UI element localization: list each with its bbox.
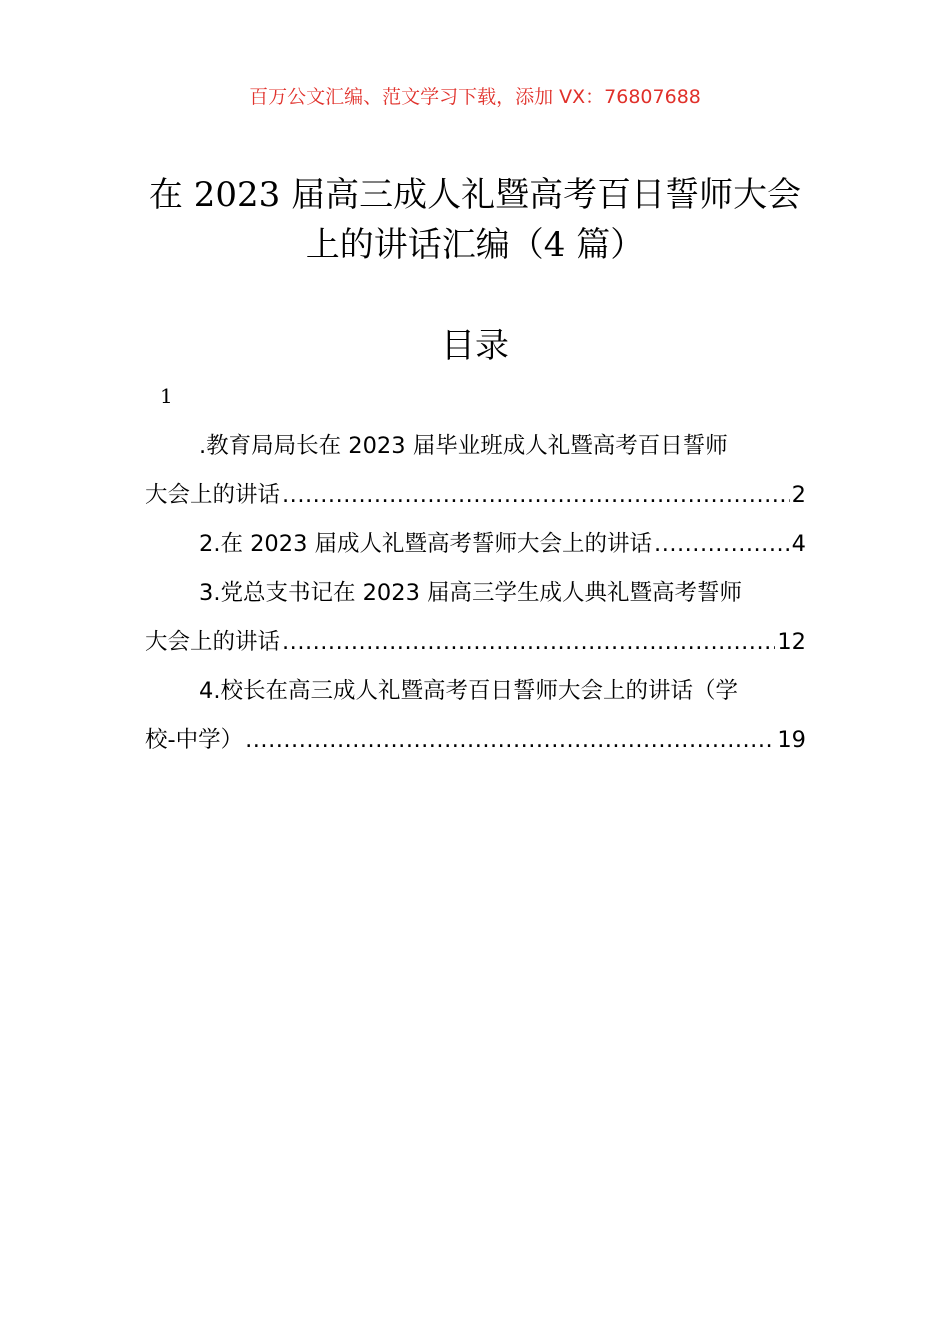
toc-entry-2-page: 4 <box>791 531 806 557</box>
toc-entry-4-text: 4.校长在高三成人礼暨高考百日誓师大会上的讲话（学 <box>199 678 738 704</box>
toc-entry-1-page: 2 <box>791 482 806 508</box>
document-title-line-2: 上的讲话汇编（4 篇） <box>305 225 645 265</box>
toc-entry-1-line-2 <box>145 471 806 520</box>
toc-entry-4-text-cont: 校-中学） <box>145 727 244 753</box>
toc-dot-leader <box>245 716 775 765</box>
toc-entry-4-line-1 <box>145 667 806 716</box>
toc-entry-4-page: 19 <box>777 727 806 753</box>
toc-entry-3-text: 3.党总支书记在 2023 届高三学生成人典礼暨高考誓师 <box>199 580 743 606</box>
toc-entry-2[interactable] <box>145 520 806 569</box>
toc-entry-3[interactable] <box>145 569 806 667</box>
stray-number: 1 <box>160 384 173 408</box>
toc-entry-3-line-1 <box>145 569 806 618</box>
toc-entry-3-text-cont: 大会上的讲话 <box>145 629 281 655</box>
toc-entry-3-line-2 <box>145 618 806 667</box>
toc-entry-2-text: 2.在 2023 届成人礼暨高考誓师大会上的讲话 <box>199 531 653 557</box>
toc-entry-1-text-cont: 大会上的讲话 <box>145 482 281 508</box>
table-of-contents <box>145 422 806 765</box>
toc-entry-4[interactable] <box>145 667 806 765</box>
toc-entry-2-line-1 <box>145 520 806 569</box>
toc-entry-1[interactable] <box>145 422 806 520</box>
toc-dot-leader <box>654 520 790 569</box>
toc-entry-4-line-2 <box>145 716 806 765</box>
toc-heading: 目录 <box>441 326 509 366</box>
toc-entry-1-text: .教育局局长在 2023 届毕业班成人礼暨高考百日誓师 <box>199 433 728 459</box>
toc-dot-leader <box>282 618 775 667</box>
toc-entry-1-line-1 <box>145 422 806 471</box>
document-title <box>100 170 850 270</box>
toc-entry-3-page: 12 <box>777 629 806 655</box>
toc-dot-leader <box>282 471 790 520</box>
document-title-line-1: 在 2023 届高三成人礼暨高考百日誓师大会 <box>148 175 802 215</box>
header-note: 百万公文汇编、范文学习下载，添加 VX：76807688 <box>249 86 701 108</box>
